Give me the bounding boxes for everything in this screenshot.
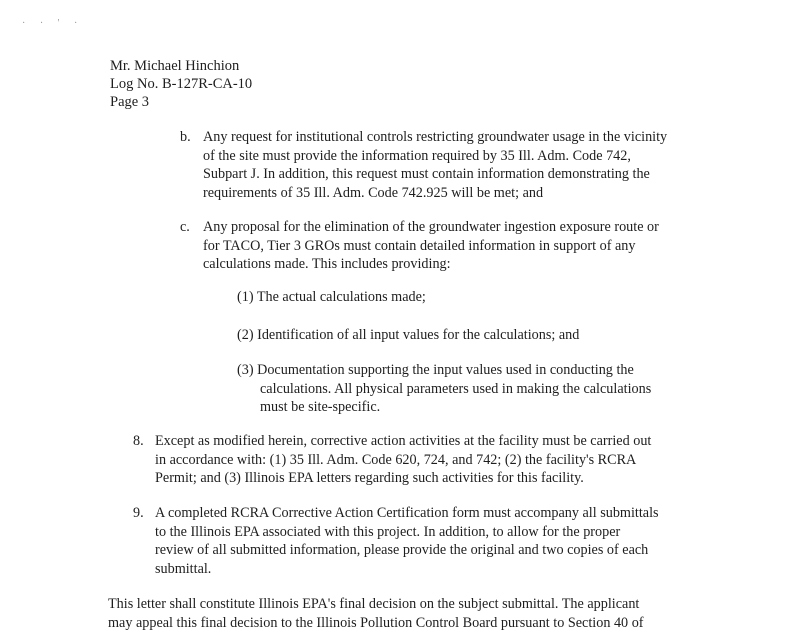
item-c3-line: calculations. All physical parameters used in making the calculations [237,380,651,399]
item-c-line: for TACO, Tier 3 GROs must contain detailed information in support of any [203,237,659,256]
item-c2-line: (2) Identification of all input values for the calculations; and [237,326,579,345]
para-9-line: submittal. [155,560,659,579]
recipient-name: Mr. Michael Hinchion [110,57,239,75]
item-b-line: of the site must provide the information required by 35 Ill. Adm. Code 742, [203,147,667,166]
item-c-line: Any proposal for the elimination of the groundwater ingestion exposure route or [203,218,659,237]
para-9-line: to the Illinois EPA associated with this project. In addition, to allow for the proper [155,523,659,542]
closing-line: This letter shall constitute Illinois EPA's final decision on the subject submittal. The applicant [108,595,644,614]
para-8-label: 8. [133,432,144,451]
closing-paragraph [108,595,644,632]
para-8-line: Permit; and (3) Illinois EPA letters regarding such activities for this facility. [155,469,651,488]
item-b-label: b. [180,128,191,147]
para-8-text [155,432,651,488]
para-9-line: review of all submitted information, please provide the original and two copies of each [155,541,659,560]
page-number: Page 3 [110,93,149,111]
item-c3-text [237,361,651,417]
para-8-line: Except as modified herein, corrective action activities at the facility must be carried out [155,432,651,451]
item-c1-line: (1) The actual calculations made; [237,288,426,307]
item-c2-text [237,326,579,345]
item-b-line: requirements of 35 Ill. Adm. Code 742.925 will be met; and [203,184,667,203]
para-9-line: A completed RCRA Corrective Action Certification form must accompany all submittals [155,504,659,523]
item-c1-text [237,288,426,307]
item-b-text [203,128,667,202]
item-c3-line: must be site-specific. [237,398,651,417]
item-b-line: Any request for institutional controls restricting groundwater usage in the vicinity [203,128,667,147]
item-c-label: c. [180,218,190,237]
para-8-line: in accordance with: (1) 35 Ill. Adm. Code 620, 724, and 742; (2) the facility's RCRA [155,451,651,470]
para-9-text [155,504,659,578]
item-c3-line: (3) Documentation supporting the input values used in conducting the [237,361,651,380]
item-b-line: Subpart J. In addition, this request must contain information demonstrating the [203,165,667,184]
item-c-text [203,218,659,274]
closing-line: may appeal this final decision to the Illinois Pollution Control Board pursuant to Section 40 of [108,614,644,632]
para-9-label: 9. [133,504,144,523]
log-number: Log No. B-127R-CA-10 [110,75,252,93]
item-c-line: calculations made. This includes providing: [203,255,659,274]
scan-specks: · · ' · [22,18,83,29]
